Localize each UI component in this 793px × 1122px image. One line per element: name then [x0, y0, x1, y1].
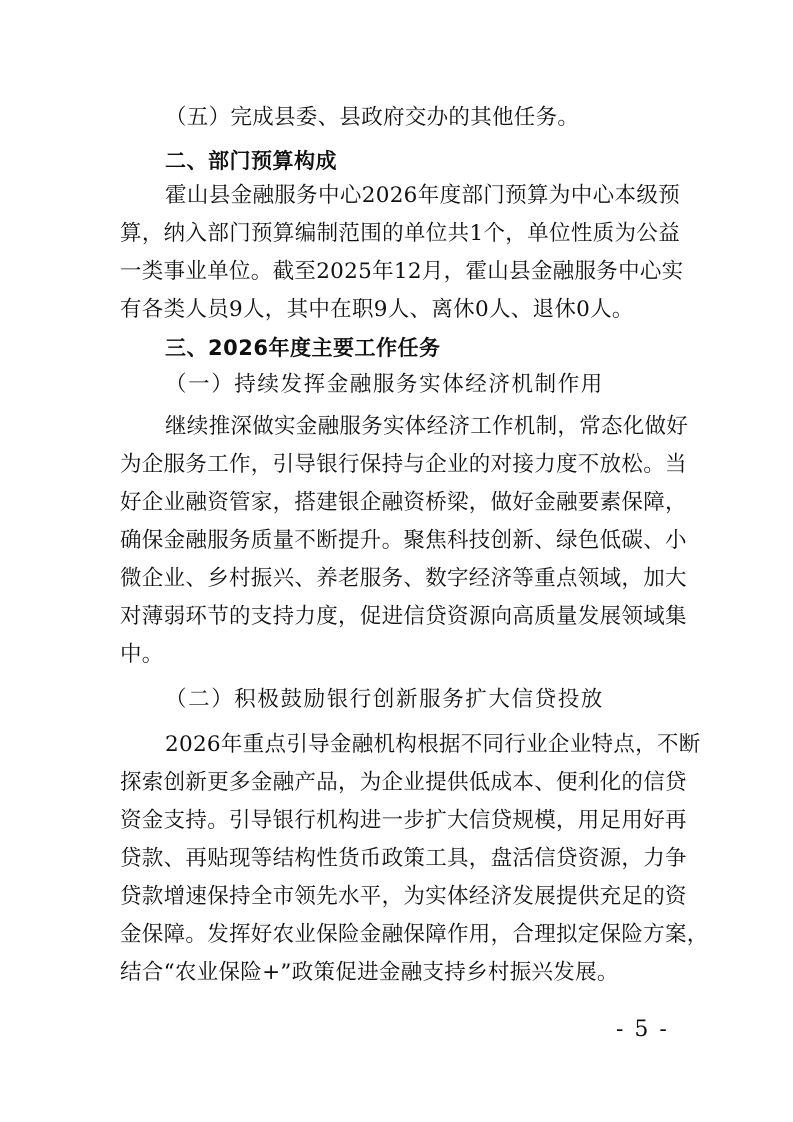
paragraph-line: 有各类人员9人，其中在职9人、离休0人、退休0人。 [120, 297, 634, 322]
task-item-5: （五）完成县委、县政府交办的其他任务。 [165, 105, 580, 130]
paragraph-line: 探索创新更多金融产品，为企业提供低成本、便利化的信贷 [120, 770, 687, 795]
paragraph-line: 微企业、乡村振兴、养老服务、数字经济等重点领域，加大 [120, 566, 687, 591]
paragraph-line: 结合“农业保险+”政策促进金融支持乡村振兴发展。 [120, 960, 619, 985]
paragraph-line: 算，纳入部门预算编制范围的单位共1个，单位性质为公益 [120, 221, 680, 246]
subsection-heading-1: （一）持续发挥金融服务实体经济机制作用 [165, 372, 604, 397]
paragraph-line: 霍山县金融服务中心2026年度部门预算为中心本级预 [165, 183, 680, 208]
paragraph-line: 金保障。发挥好农业保险金融保障作用，合理拟定保险方案， [120, 922, 709, 947]
section-heading-budget-structure: 二、部门预算构成 [165, 149, 337, 173]
paragraph-line: 为企服务工作，引导银行保持与企业的对接力度不放松。当 [120, 452, 687, 477]
paragraph-line: 贷款增速保持全市领先水平，为实体经济发展提供充足的资 [120, 884, 687, 909]
paragraph-line: 资金支持。引导银行机构进一步扩大信贷规模，用足用好再 [120, 808, 687, 833]
paragraph-line: 好企业融资管家，搭建银企融资桥梁，做好金融要素保障， [120, 490, 687, 515]
section-heading-main-tasks: 三、2026年度主要工作任务 [165, 336, 441, 360]
paragraph-line: 贷款、再贴现等结构性货币政策工具，盘活信贷资源，力争 [120, 846, 687, 871]
paragraph-line: 一类事业单位。截至2025年12月，霍山县金融服务中心实 [120, 259, 684, 284]
paragraph-line: 确保金融服务质量不断提升。聚焦科技创新、绿色低碳、小 [120, 528, 687, 553]
paragraph-line: 2026年重点引导金融机构根据不同行业企业特点，不断 [165, 732, 701, 757]
paragraph-line: 中。 [120, 642, 164, 667]
subsection-heading-2: （二）积极鼓励银行创新服务扩大信贷投放 [165, 687, 604, 712]
paragraph-line: 继续推深做实金融服务实体经济工作机制，常态化做好 [165, 414, 689, 439]
paragraph-line: 对薄弱环节的支持力度，促进信贷资源向高质量发展领域集 [120, 604, 687, 629]
page-number: - 5 - [616, 1017, 669, 1042]
